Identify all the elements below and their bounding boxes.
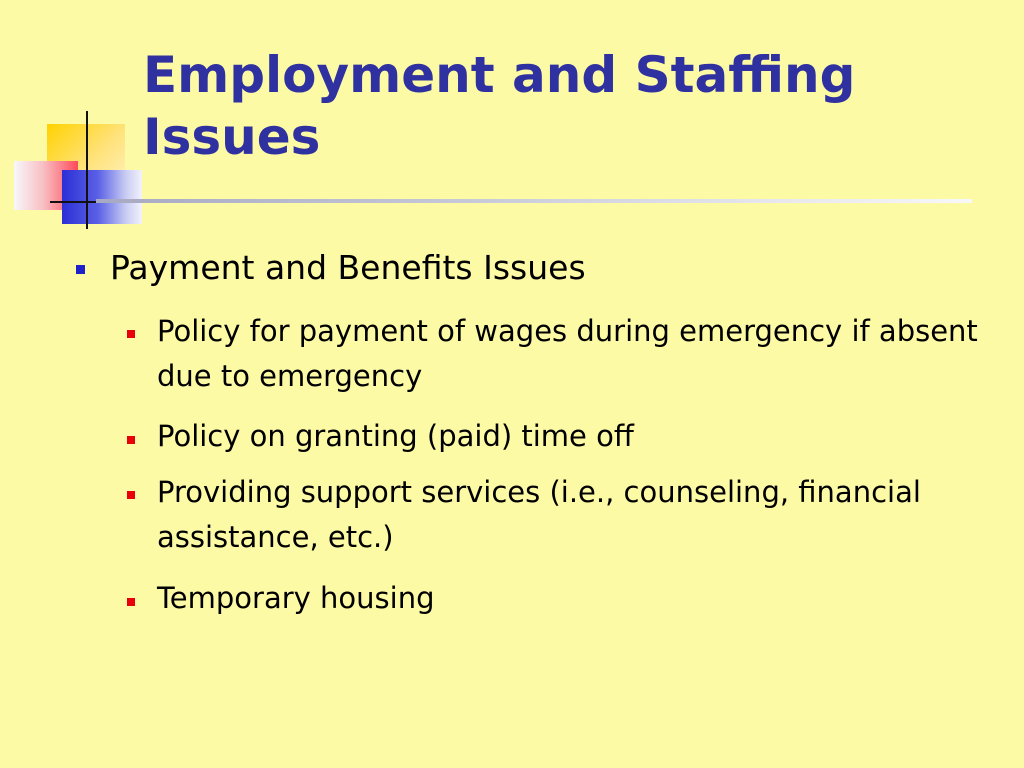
sub-bullet-text: Providing support services (i.e., counseling, financial assistance, etc.) bbox=[157, 475, 921, 554]
bullet-text: Payment and Benefits Issues bbox=[110, 248, 586, 287]
slide-title: Employment and Staffing Issues bbox=[143, 46, 856, 166]
sub-bullet-square-icon bbox=[127, 598, 135, 606]
bullet-square-icon bbox=[76, 265, 85, 274]
sub-bullet-square-icon bbox=[127, 436, 135, 444]
decorative-vertical-line bbox=[86, 111, 88, 229]
sub-bullet-text: Temporary housing bbox=[157, 581, 435, 615]
sub-bullet-square-icon bbox=[127, 330, 135, 338]
sub-bullet-text: Policy on granting (paid) time off bbox=[157, 419, 634, 453]
sub-bullet-square-icon bbox=[127, 491, 135, 499]
sub-bullet-text: Policy for payment of wages during emergency if absent due to emergency bbox=[157, 314, 978, 393]
title-underline-rule bbox=[96, 199, 972, 203]
decorative-blue-square bbox=[62, 170, 142, 224]
